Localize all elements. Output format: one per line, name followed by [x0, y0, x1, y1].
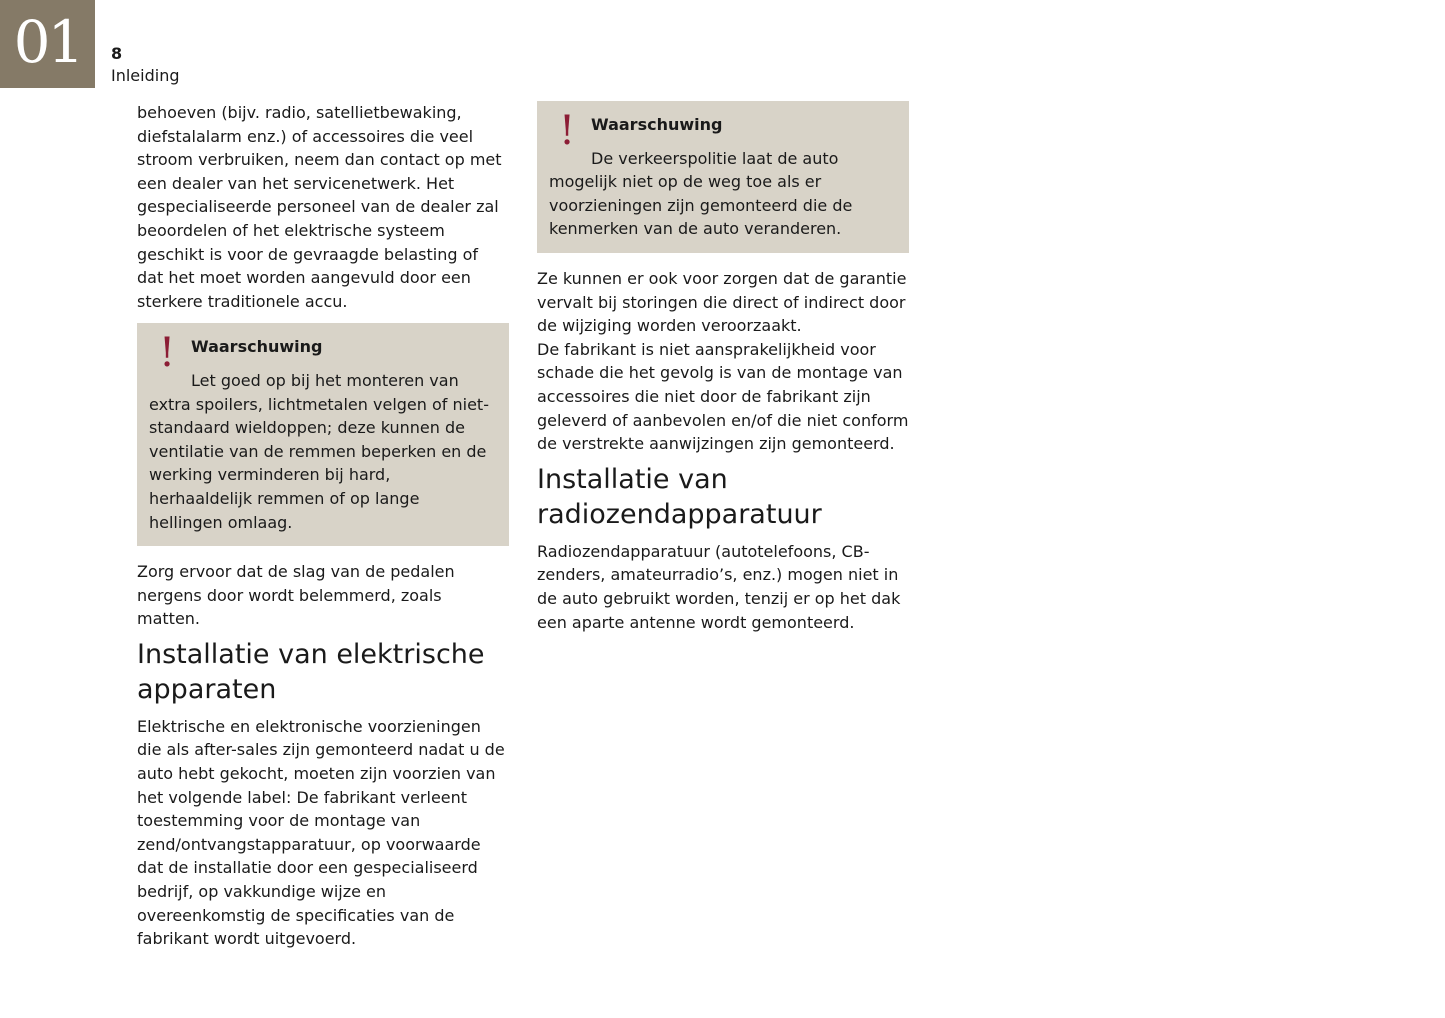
warning-box-spoilers: [137, 323, 509, 546]
chapter-badge: [0, 0, 95, 88]
warning-box-traffic-police: [537, 101, 909, 253]
section-title: Inleiding: [111, 66, 180, 85]
page-number: 8: [111, 44, 123, 63]
warning-title: Waarschuwing: [191, 337, 323, 357]
pedal-paragraph: Zorg ervoor dat de slag van de pedalen nergens door wordt belemmerd, zoals matten.: [137, 562, 455, 629]
left-column: [137, 101, 509, 951]
warning-text: De verkeerspolitie laat de auto mogelijk niet op de weg toe als er voorzieningen zijn gemonteerd die de kenmerken van de auto veranderen.: [549, 148, 853, 239]
radio-equipment-paragraph: Radiozendapparatuur (autotelefoons, CB-zenders, amateurradio’s, enz.) mogen niet in de auto gebruikt worden, tenzij er op het dak een aparte antenne wordt gemonteerd.: [537, 541, 901, 632]
intro-paragraph: behoeven (bijv. radio, satellietbewaking, diefstalalarm enz.) of accessoires die veel stroom verbruiken, neem dan contact op met een dealer van het servicenetwerk. Het gespecialiseerde personeel van de dealer zal beoordelen of het elektrische systeem geschikt is voor de gevraagde belasting of dat het moet worden aangevuld door een sterkere traditionele accu.: [137, 103, 502, 311]
right-column: [537, 101, 909, 634]
electrical-devices-paragraph: Elektrische en elektronische voorzieningen die als after-sales zijn gemonteerd nadat u de auto hebt gekocht, moeten zijn voorzien van het volgende label: De fabrikant verleent toestemming voor de montage van zend/ontvangstapparatuur, op voorwaarde dat de installatie door een gespecialiseerd bedrijf, op vakkundige wijze en overeenkomstig de specificaties van de fabrikant wordt uitgevoerd.: [137, 716, 505, 949]
warning-text: Let goed op bij het monteren van extra spoilers, lichtmetalen velgen of niet-standaard wieldoppen; deze kunnen de ventilatie van de remmen beperken en de werking verminderen bij hard, herhaaldelijk remmen of op lange hellingen omlaag.: [149, 370, 489, 532]
heading-electrical-devices: Installatie van elektrische apparaten: [137, 638, 485, 705]
liability-paragraph: De fabrikant is niet aansprakelijkheid voor schade die het gevolg is van de montage van accessoires die niet door de fabrikant zijn geleverd of aanbevolen en/of die niet conform de verstrekte aanwijzingen zijn gemonteerd.: [537, 339, 909, 454]
exclamation-icon: !: [159, 330, 176, 377]
chapter-number: 01: [13, 8, 82, 76]
heading-radio-equipment: Installatie van radiozendapparatuur: [537, 463, 822, 530]
guarantee-paragraph: Ze kunnen er ook voor zorgen dat de garantie vervalt bij storingen die direct of indirect door de wijziging worden veroorzaakt.: [537, 268, 907, 336]
warning-title: Waarschuwing: [591, 115, 723, 134]
exclamation-icon: !: [559, 108, 576, 154]
